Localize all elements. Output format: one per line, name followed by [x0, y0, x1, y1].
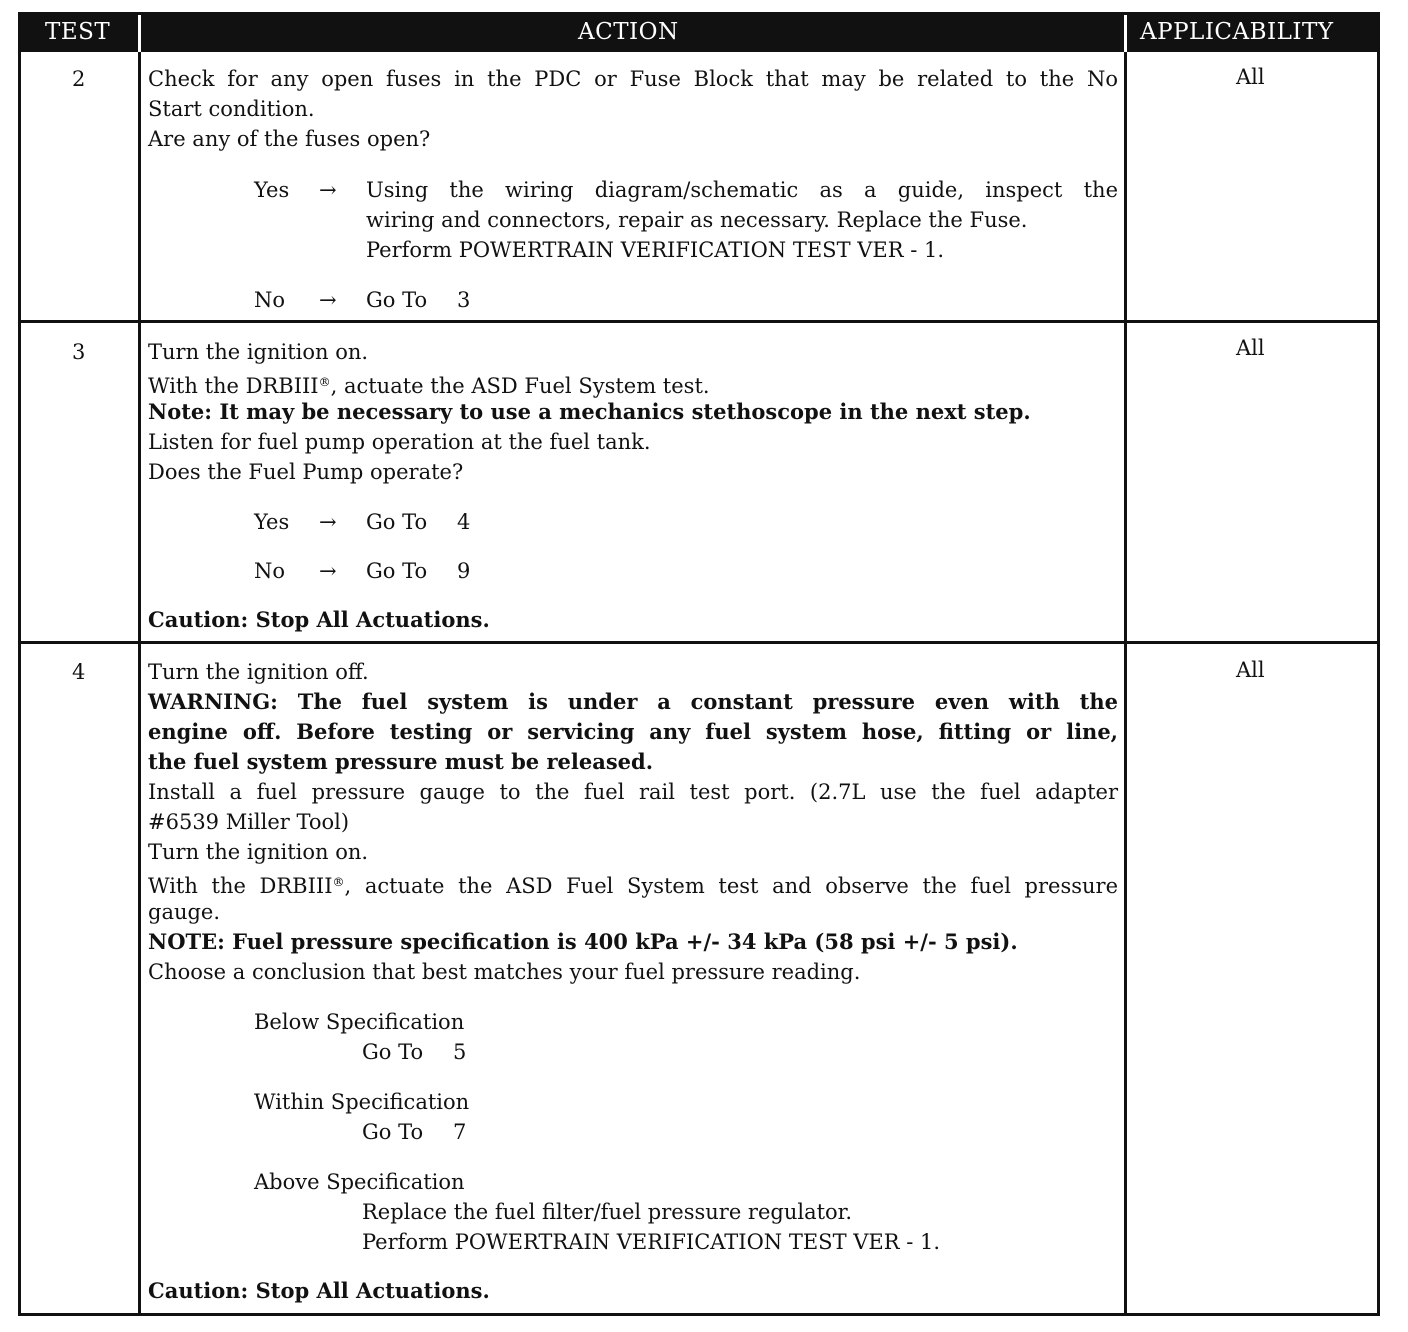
action-line: Check for any open fuses in the PDC or Fuse Block that may be related to the No [148, 67, 1118, 91]
action-line: Turn the ignition off. [148, 660, 369, 684]
applicability-value: All [1236, 65, 1265, 89]
test-number: 4 [72, 660, 86, 684]
header-divider [1124, 15, 1127, 52]
diagnostic-table [18, 12, 1380, 1316]
goto-number: 3 [457, 288, 471, 312]
row-separator [21, 641, 1377, 644]
right-arrow-icon: → [319, 178, 337, 202]
right-arrow-icon: → [319, 510, 337, 534]
note-text: Note: It may be necessary to use a mechanics stethoscope in the next step. [148, 399, 1031, 424]
action-text: With the DRBIII [148, 374, 319, 398]
action-line: Choose a conclusion that best matches your fuel pressure reading. [148, 960, 861, 984]
warning-line: the fuel system pressure must be released. [148, 749, 654, 774]
note-text: NOTE: Fuel pressure specification is 400 kPa +/- 34 kPa (58 psi +/- 5 psi). [148, 929, 1018, 954]
registered-mark: ® [332, 875, 345, 889]
applicability-value: All [1236, 658, 1265, 682]
option-action-line: Perform POWERTRAIN VERIFICATION TEST VER - 1. [362, 1230, 941, 1254]
yes-action-line: wiring and connectors, repair as necessary. Replace the Fuse. [366, 208, 1028, 232]
action-line: Install a fuel pressure gauge to the fuel rail test port. (2.7L use the fuel adapter [148, 780, 1118, 804]
header-divider [138, 15, 141, 52]
right-arrow-icon: → [319, 288, 337, 312]
action-line [148, 367, 710, 401]
action-text: , actuate the ASD Fuel System test and observe the fuel pressure [344, 874, 1119, 898]
goto-text: Go To [362, 1120, 424, 1144]
goto-text: Go To [366, 559, 428, 583]
yes-label: Yes [254, 178, 290, 202]
header-test: TEST [45, 19, 111, 45]
table-header [21, 15, 1377, 52]
goto-number: 7 [453, 1120, 467, 1144]
action-line: Listen for fuel pump operation at the fuel tank. [148, 430, 651, 454]
goto-number: 9 [457, 559, 471, 583]
goto-text: Go To [362, 1040, 424, 1064]
applicability-value: All [1236, 336, 1265, 360]
header-applicability: APPLICABILITY [1140, 19, 1334, 45]
yes-action-line: Using the wiring diagram/schematic as a guide, inspect the [366, 178, 1118, 202]
header-action: ACTION [578, 19, 679, 45]
yes-label: Yes [254, 510, 290, 534]
option-action-line: Replace the fuel filter/fuel pressure regulator. [362, 1200, 853, 1224]
right-arrow-icon: → [319, 559, 337, 583]
no-label: No [254, 288, 286, 312]
caution-text: Caution: Stop All Actuations. [148, 607, 490, 632]
row-separator [21, 320, 1377, 323]
column-divider [1124, 52, 1127, 1313]
registered-mark: ® [318, 375, 331, 389]
goto-text: Go To [366, 510, 428, 534]
caution-text: Caution: Stop All Actuations. [148, 1278, 490, 1303]
action-line: Start condition. [148, 97, 315, 121]
action-line: Are any of the fuses open? [148, 127, 431, 151]
goto-number: 4 [457, 510, 471, 534]
warning-line: WARNING: The fuel system is under a constant pressure even with the [148, 689, 1118, 714]
action-line: #6539 Miller Tool) [148, 810, 350, 834]
action-line: Turn the ignition on. [148, 340, 369, 364]
no-label: No [254, 559, 286, 583]
goto-number: 5 [453, 1040, 467, 1064]
option-label: Within Specification [254, 1090, 470, 1114]
action-text: With the DRBIII [148, 874, 333, 898]
goto-text: Go To [366, 288, 428, 312]
action-line: Does the Fuel Pump operate? [148, 460, 464, 484]
test-number: 2 [72, 67, 86, 91]
action-text: , actuate the ASD Fuel System test. [330, 374, 710, 398]
test-number: 3 [72, 340, 86, 364]
yes-action-line: Perform POWERTRAIN VERIFICATION TEST VER - 1. [366, 238, 945, 262]
column-divider [138, 52, 141, 1313]
option-label: Above Specification [254, 1170, 465, 1194]
option-label: Below Specification [254, 1010, 465, 1034]
action-line: Turn the ignition on. [148, 840, 369, 864]
warning-line: engine off. Before testing or servicing any fuel system hose, fitting or line, [148, 719, 1118, 744]
action-line [148, 867, 1118, 901]
action-line: gauge. [148, 900, 221, 924]
